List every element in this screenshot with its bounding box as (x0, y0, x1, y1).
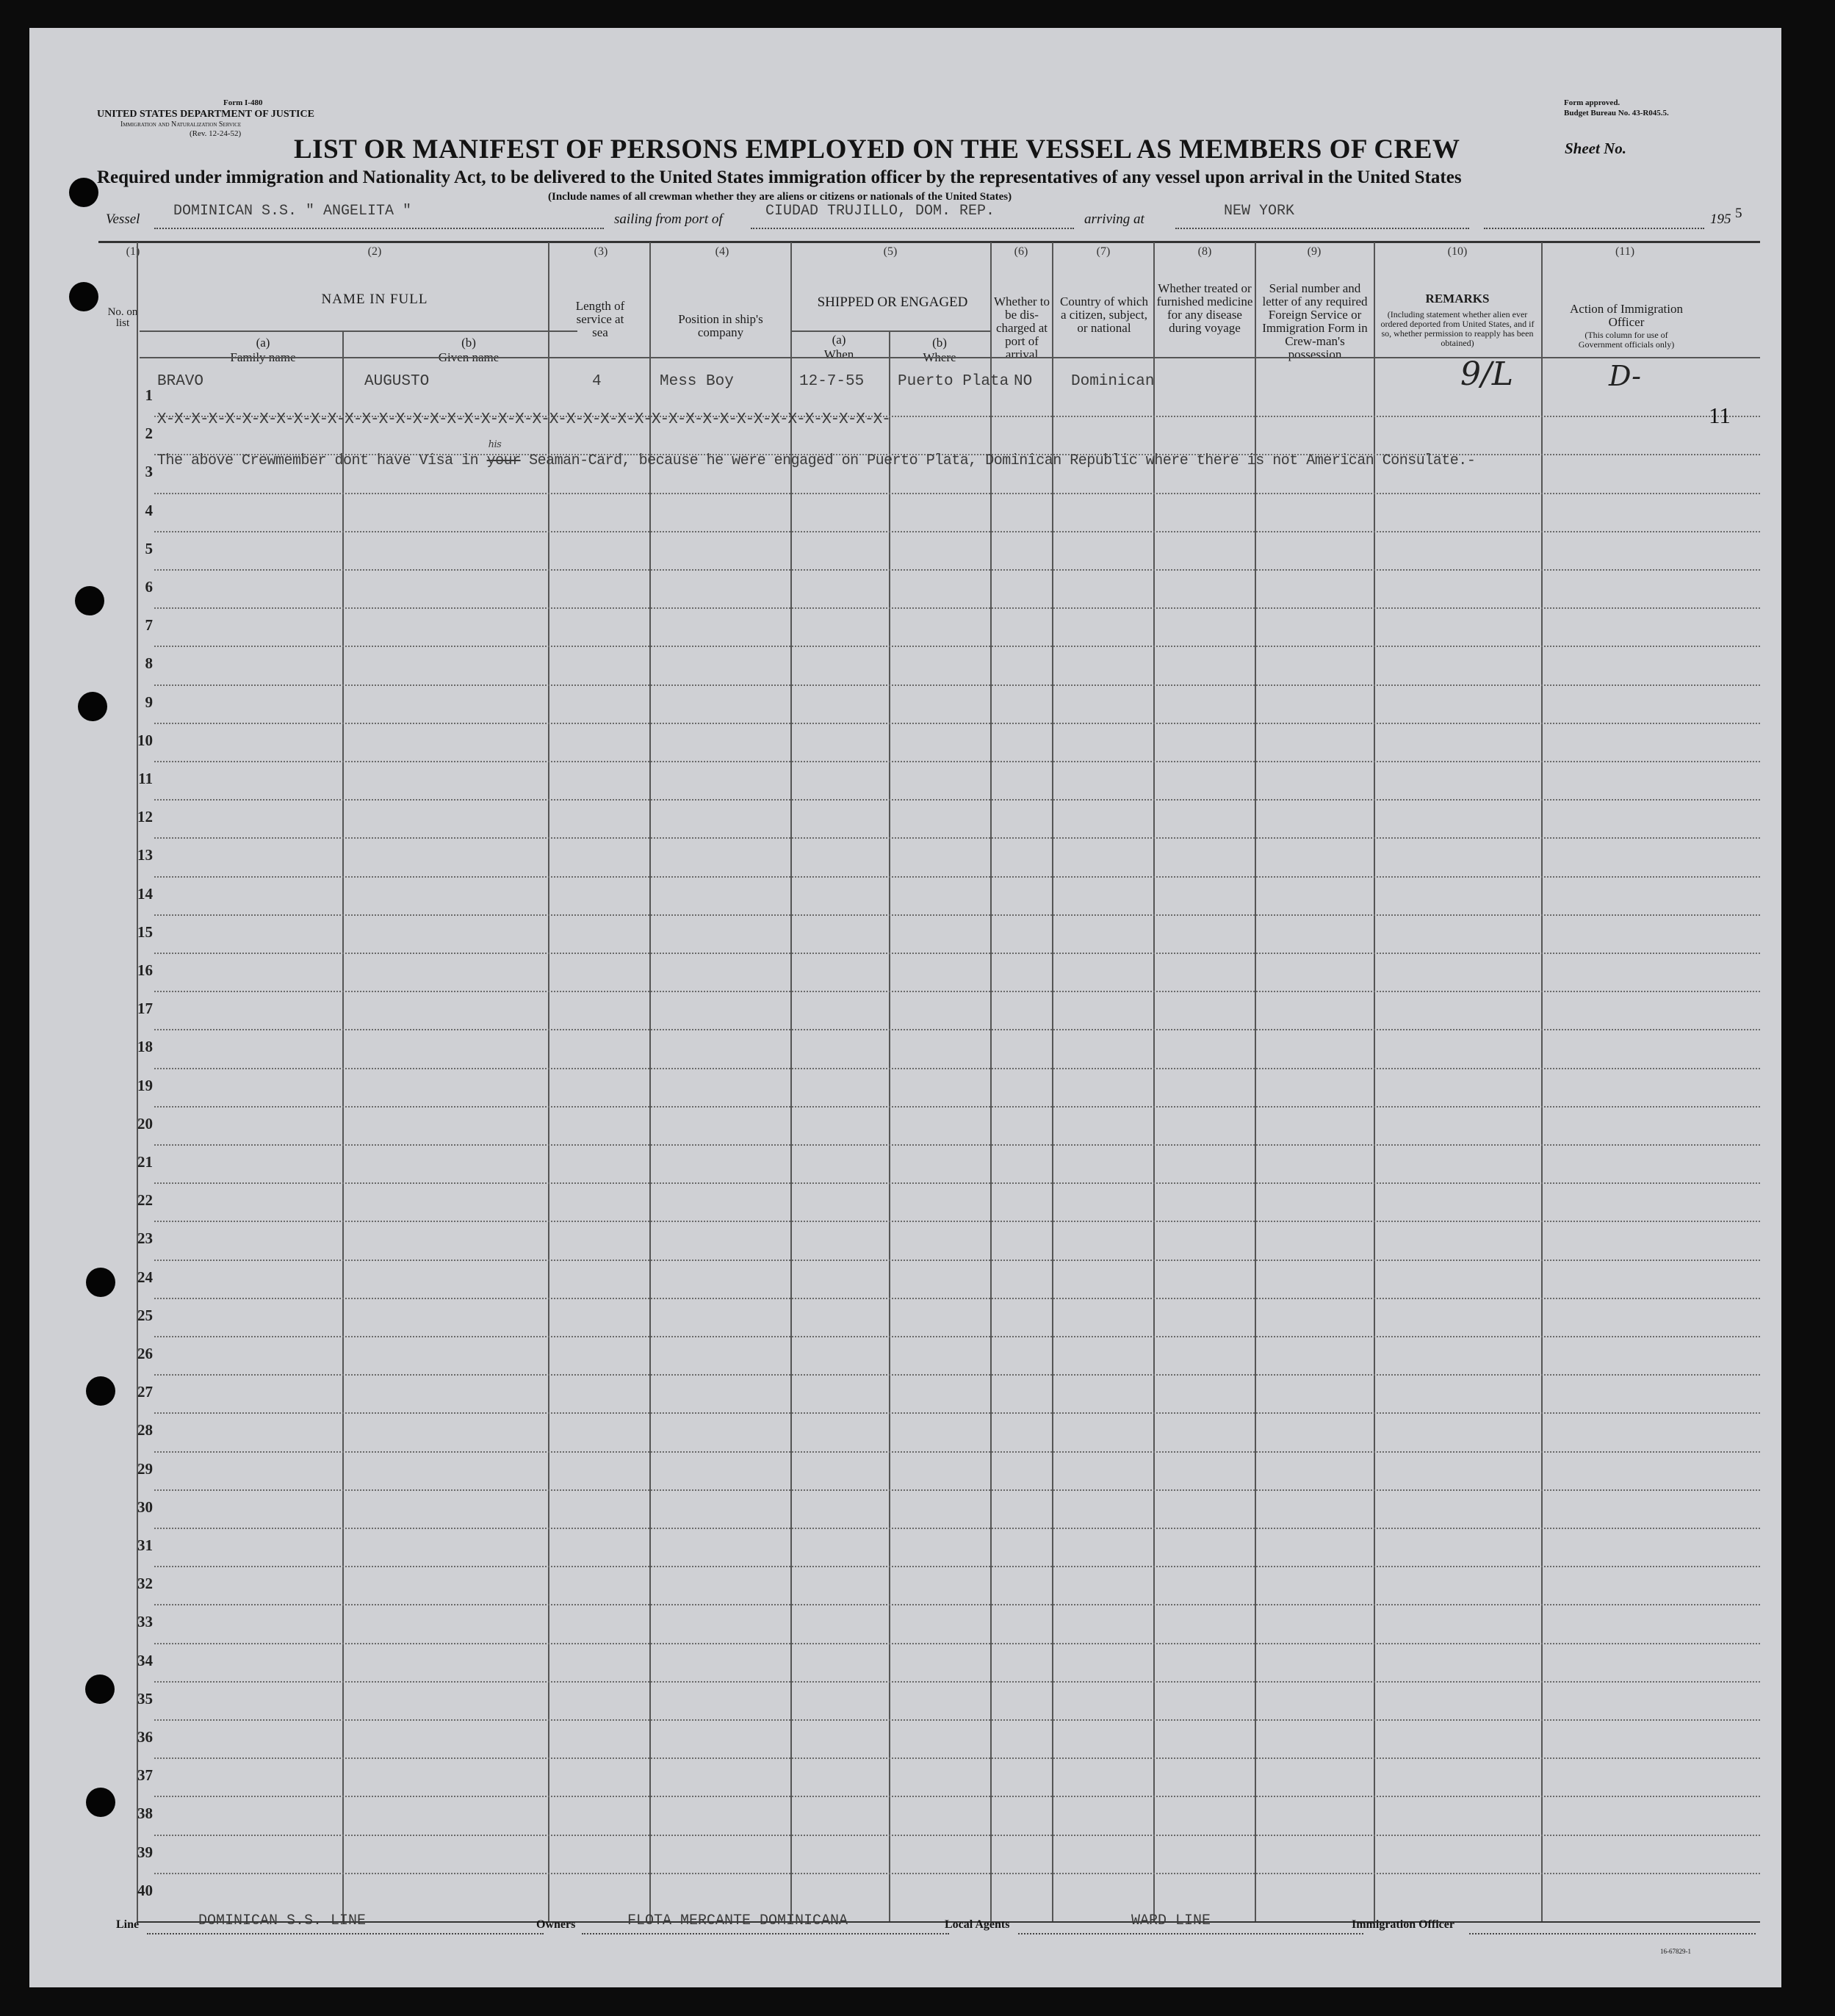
sailing-label: sailing from port of (614, 212, 723, 227)
header-when-letter: (a) (832, 333, 846, 347)
row-line (154, 723, 1760, 724)
row-line (154, 1144, 1760, 1146)
page-title: LIST OR MANIFEST OF PERSONS EMPLOYED ON THE VESSEL AS MEMBERS OF CREW (294, 134, 1460, 165)
column-number: (4) (715, 245, 729, 258)
footer-line-label: Line (116, 1918, 140, 1931)
footer-owners-underline (582, 1933, 949, 1934)
service-name: Immigration and Naturalization Service (120, 120, 242, 129)
column-divider (1052, 242, 1053, 1921)
budget-bureau: Budget Bureau No. 43-R045.5. (1564, 109, 1669, 118)
row-number: 39 (137, 1843, 153, 1861)
row-number: 35 (137, 1689, 153, 1708)
entry-when: 12-7-55 (799, 373, 865, 390)
footer-line-value: DOMINICAN S.S. LINE (198, 1912, 367, 1929)
header-medicine: Whether treated or furnished medicine for any disease during voyage (1156, 281, 1253, 335)
row-number: 4 (145, 501, 153, 519)
punch-hole (78, 692, 107, 721)
row-line (154, 991, 1760, 992)
row-number: 16 (137, 961, 153, 979)
row-line (154, 1604, 1760, 1605)
entry-country: Dominican (1071, 373, 1155, 390)
sailing-port-value: CIUDAD TRUJILLO, DOM. REP. (765, 203, 995, 220)
entry-given-name: AUGUSTO (364, 373, 430, 390)
row-line (154, 1757, 1760, 1759)
row-line (154, 1068, 1760, 1069)
crewmember-note: The above Crewmember dont have Visa in your his Seaman-Card, because he were engaged on Puerto Plata, Dominican Republic where there is not American Consulate.- (157, 439, 1476, 469)
footer-owners-label: Owners (536, 1918, 576, 1931)
column-number: (5) (883, 245, 898, 258)
column-number: (3) (594, 245, 608, 258)
row-number: 7 (145, 616, 153, 635)
form-subtitle: Required under immigration and Nationality Act, to be delivered to the United States immigration officer by the representatives of any vessel upon arrival in the United States (97, 167, 1462, 187)
punch-hole (69, 178, 98, 207)
row-number: 17 (137, 1000, 153, 1018)
row-number: 2 (145, 424, 153, 443)
row-line (154, 1681, 1760, 1683)
row-number: 29 (137, 1459, 153, 1478)
row-number: 33 (137, 1613, 153, 1631)
row-line (154, 1221, 1760, 1222)
form-revision: (Rev. 12-24-52) (190, 129, 242, 138)
row-number: 28 (137, 1421, 153, 1439)
arriving-underline (1175, 228, 1469, 229)
row-line (154, 646, 1760, 647)
header-family-name: Family name (230, 350, 296, 364)
row-number: 18 (137, 1038, 153, 1056)
column-number: (2) (367, 245, 382, 258)
row-number: 32 (137, 1575, 153, 1593)
arriving-port-value: NEW YORK (1224, 203, 1295, 220)
header-given-name: Given name (438, 350, 500, 364)
row-line (154, 1412, 1760, 1414)
column-number: (8) (1197, 245, 1212, 258)
header-when: When (823, 347, 854, 361)
row-line (154, 1260, 1760, 1261)
column-divider (1255, 242, 1256, 1921)
entry-discharged: NO (1014, 373, 1033, 390)
row-number: 13 (137, 846, 153, 864)
entry-family-name: BRAVO (157, 373, 204, 390)
row-line (154, 799, 1760, 801)
name-subheader-rule (140, 330, 577, 332)
row-line (154, 493, 1760, 494)
row-line (154, 1796, 1760, 1797)
row-line (154, 1489, 1760, 1491)
row-line (154, 1835, 1760, 1836)
row-number: 31 (137, 1536, 153, 1554)
header-serial-number: Serial number and letter of any required Foreign Service or Immigration Form in Crew-man's possession (1262, 281, 1368, 361)
sailing-underline (751, 228, 1074, 229)
column-divider (790, 242, 792, 1921)
entry-where: Puerto Plata (898, 373, 1009, 390)
struck-word: your (486, 452, 521, 469)
immigration-officer-mark: D- (1609, 360, 1642, 392)
row-number: 20 (137, 1114, 153, 1132)
column-number: (6) (1014, 245, 1028, 258)
row-number: 22 (137, 1191, 153, 1210)
row-number: 24 (137, 1268, 153, 1286)
row-line (154, 684, 1760, 686)
row-number: 1 (145, 386, 153, 404)
row2-strikeout-line: X-X-X-X-X-X-X-X-X-X-X-X-X-X-X-X-X-X-X-X-X-X-X-X-X-X-X-X-X-X-X-X-X-X-X-X-X-X-X-X-X-X-X- (157, 411, 890, 428)
manifest-sheet (29, 28, 1781, 1987)
department-name: UNITED STATES DEPARTMENT OF JUSTICE (97, 109, 314, 120)
vessel-value: DOMINICAN S.S. " ANGELITA " (173, 203, 412, 220)
header-remarks: REMARKS (1425, 292, 1490, 306)
row-line (154, 531, 1760, 532)
form-approval: Form approved. (1564, 98, 1621, 107)
footer-owners-value: FLOTA MERCANTE DOMINICANA (627, 1912, 848, 1929)
row-line (154, 1566, 1760, 1567)
punch-hole (75, 586, 104, 615)
row-line (154, 1528, 1760, 1529)
row-number: 23 (137, 1229, 153, 1248)
row-line (154, 761, 1760, 762)
header-position: Position in ship's company (678, 312, 763, 339)
row-number: 15 (137, 922, 153, 941)
row-number: 38 (137, 1804, 153, 1823)
header-bottom-rule (140, 357, 1760, 358)
form-number: Form I-480 (223, 98, 263, 107)
footer-agents-value: WARD LINE (1131, 1912, 1211, 1929)
date-underline (1484, 228, 1704, 229)
header-where-letter: (b) (932, 336, 947, 350)
column-divider (990, 242, 992, 1921)
year-value: 5 (1735, 206, 1742, 221)
header-top-rule (98, 241, 1760, 243)
entry-position: Mess Boy (660, 373, 734, 390)
row-number: 37 (137, 1766, 153, 1785)
footer-officer-underline (1469, 1933, 1756, 1934)
row-line (154, 569, 1760, 571)
footer-agents-underline (1018, 1933, 1363, 1934)
margin-count: 11 (1709, 402, 1731, 428)
row-number: 14 (137, 884, 153, 903)
row-number: 27 (137, 1383, 153, 1401)
row-line (154, 953, 1760, 954)
column-number: (11) (1615, 245, 1635, 258)
inserted-word: his (488, 439, 502, 450)
row-number: 8 (145, 654, 153, 673)
row-number: 10 (137, 731, 153, 749)
row-line (154, 1106, 1760, 1108)
header-name-in-full: NAME IN FULL (321, 292, 428, 307)
column-divider (1541, 242, 1543, 1921)
footer-officer-label: Immigration Officer (1352, 1918, 1454, 1931)
punch-hole (69, 282, 98, 311)
shipped-subheader-rule (790, 330, 990, 332)
sheet-number-label: Sheet No. (1565, 140, 1626, 157)
row-line (154, 1374, 1760, 1376)
row-line (154, 1643, 1760, 1644)
column-number: (10) (1447, 245, 1468, 258)
arriving-label: arriving at (1084, 212, 1144, 227)
header-given-letter: (b) (461, 336, 476, 350)
row-line (154, 1719, 1760, 1721)
row-number: 5 (145, 539, 153, 557)
remarks-handwritten-mark: 9/L (1460, 355, 1514, 393)
footer-print-code: 16-67829-1 (1660, 1948, 1691, 1955)
header-country: Country of which a citizen, subject, or national (1060, 295, 1148, 335)
header-where: Where (923, 350, 956, 364)
row-number: 21 (137, 1153, 153, 1171)
row-line (154, 1182, 1760, 1184)
header-immigration-note: (This column for use of Government officials only) (1578, 330, 1675, 350)
column-number: (9) (1307, 245, 1322, 258)
row-line (154, 837, 1760, 839)
row-line (154, 1336, 1760, 1337)
column-divider (1153, 242, 1155, 1921)
header-immigration-action: Action of Immigration Officer (1570, 302, 1683, 329)
row-number: 40 (137, 1881, 153, 1899)
footer-line-underline (147, 1933, 544, 1934)
form-note: (Include names of all crewman whether they are aliens or citizens or nationals of the United States) (548, 191, 1012, 203)
year-prefix: 195 (1710, 212, 1731, 227)
row-number: 12 (137, 808, 153, 826)
header-remarks-note: (Including statement whether alien ever ordered deported from United States, and if so, whether permission to reapply has been obtained) (1380, 309, 1535, 348)
vessel-underline (154, 228, 604, 229)
vessel-label: Vessel (106, 212, 140, 227)
row-line (154, 914, 1760, 916)
column-divider (1374, 242, 1375, 1921)
row-number: 25 (137, 1306, 153, 1324)
row-number: 36 (137, 1728, 153, 1746)
row-line (154, 1298, 1760, 1299)
row-number: 19 (137, 1076, 153, 1094)
column-number: (1) (126, 245, 140, 258)
row-line (154, 1873, 1760, 1874)
row-number: 11 (138, 770, 153, 787)
row-number: 34 (137, 1651, 153, 1669)
column-divider (649, 242, 651, 1921)
row-line (154, 1029, 1760, 1030)
footer-agents-label: Local Agents (945, 1918, 1010, 1931)
row-line (154, 1451, 1760, 1453)
header-no-on-list: No. on list (107, 306, 138, 329)
header-family-letter: (a) (256, 336, 270, 350)
header-length-of-service: Length of service at sea (575, 299, 625, 339)
row-number: 9 (145, 693, 153, 711)
row-number: 30 (137, 1497, 153, 1516)
row-number: 26 (137, 1345, 153, 1362)
row-number: 6 (145, 578, 153, 596)
row-line (154, 876, 1760, 878)
column-divider (548, 242, 549, 1921)
row-number: 3 (145, 463, 153, 481)
column-number: (7) (1096, 245, 1111, 258)
header-discharged: Whether to be dis-charged at port of arrival (994, 295, 1050, 361)
header-shipped-engaged: SHIPPED OR ENGAGED (817, 295, 968, 310)
row-line (154, 607, 1760, 609)
entry-length-of-service: 4 (592, 373, 602, 390)
